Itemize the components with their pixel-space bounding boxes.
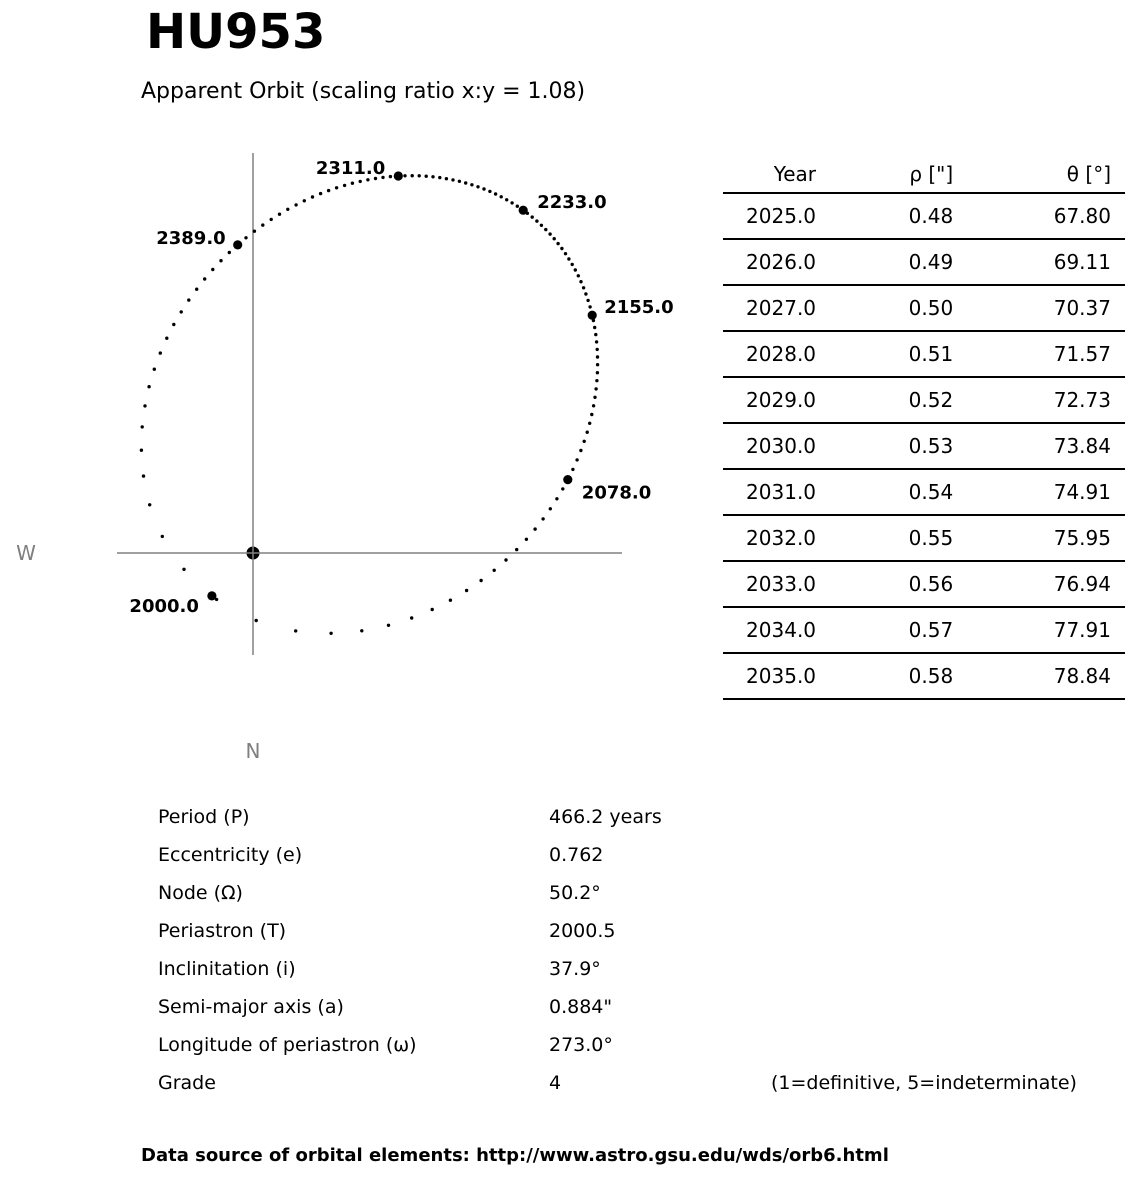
orbit-dot bbox=[575, 458, 578, 461]
orbit-dot bbox=[594, 333, 597, 336]
orbit-dot bbox=[253, 230, 256, 233]
orbit-dot bbox=[596, 371, 599, 374]
orbit-dot bbox=[594, 387, 597, 390]
parameter-label: Grade bbox=[158, 1072, 216, 1094]
orbit-dot bbox=[148, 503, 151, 506]
orbit-dot bbox=[515, 548, 518, 551]
orbit-dot bbox=[327, 189, 330, 192]
parameter-value: 466.2 years bbox=[549, 806, 662, 828]
theta-cell: 77.91 bbox=[957, 607, 1125, 653]
orbit-dot bbox=[140, 449, 143, 452]
orbit-dot bbox=[278, 213, 281, 216]
parameter-row bbox=[158, 988, 1118, 1026]
rho-cell: 0.55 bbox=[816, 515, 957, 561]
theta-cell: 76.94 bbox=[957, 561, 1125, 607]
orbit-dot bbox=[510, 201, 513, 204]
rho-cell: 0.50 bbox=[816, 285, 957, 331]
orbit-dot bbox=[244, 236, 247, 239]
ephemeris-row bbox=[723, 331, 1125, 377]
orbit-dot bbox=[195, 288, 198, 291]
orbit-dot bbox=[418, 174, 421, 177]
orbit-dot bbox=[541, 517, 544, 520]
rho-cell: 0.53 bbox=[816, 423, 957, 469]
orbit-dot bbox=[571, 263, 574, 266]
orbit-dot bbox=[286, 208, 289, 211]
orbit-dot bbox=[470, 183, 473, 186]
rho-cell: 0.51 bbox=[816, 331, 957, 377]
orbit-dot bbox=[564, 252, 567, 255]
orbit-dot bbox=[593, 396, 596, 399]
orbit-dot bbox=[488, 190, 491, 193]
ephemeris-row bbox=[723, 285, 1125, 331]
orbit-dot bbox=[458, 180, 461, 183]
theta-cell: 73.84 bbox=[957, 423, 1125, 469]
rho-cell: 0.57 bbox=[816, 607, 957, 653]
theta-cell: 74.91 bbox=[957, 469, 1125, 515]
parameter-row bbox=[158, 950, 1118, 988]
epoch-label: 2155.0 bbox=[604, 297, 674, 319]
orbit-dot bbox=[203, 277, 206, 280]
parameter-row bbox=[158, 912, 1118, 950]
parameter-value: 0.884" bbox=[549, 996, 613, 1018]
rho-cell: 0.56 bbox=[816, 561, 957, 607]
orbit-dot bbox=[165, 337, 168, 340]
epoch-label: 2311.0 bbox=[315, 158, 386, 179]
parameter-value: 50.2° bbox=[549, 882, 601, 904]
parameter-label: Period (P) bbox=[158, 806, 250, 828]
orbit-dot bbox=[596, 363, 599, 366]
orbit-dot bbox=[329, 632, 332, 635]
orbit-dot bbox=[516, 205, 519, 208]
theta-cell: 72.73 bbox=[957, 377, 1125, 423]
orbit-dot bbox=[494, 192, 497, 195]
orbit-dot bbox=[343, 184, 346, 187]
year-cell: 2031.0 bbox=[723, 469, 816, 515]
parameter-value: 4 bbox=[549, 1072, 562, 1094]
orbit-dot bbox=[583, 440, 586, 443]
orbit-dot bbox=[449, 599, 452, 602]
orbit-dot bbox=[261, 223, 264, 226]
parameter-row bbox=[158, 836, 1118, 874]
epoch-dot bbox=[588, 311, 597, 320]
theta-cell: 67.80 bbox=[957, 193, 1125, 239]
orbit-dot bbox=[141, 425, 144, 428]
orbit-dot bbox=[161, 535, 164, 538]
parameter-label: Inclinitation (i) bbox=[158, 958, 296, 980]
orbit-dot bbox=[595, 340, 598, 343]
orbit-dot bbox=[476, 185, 479, 188]
ephemeris-row bbox=[723, 239, 1125, 285]
orbit-dot bbox=[553, 237, 556, 240]
orbit-dot bbox=[180, 310, 183, 313]
orbit-dot bbox=[431, 608, 434, 611]
year-cell: 2027.0 bbox=[723, 285, 816, 331]
parameter-value: 37.9° bbox=[549, 958, 601, 980]
orbit-dot bbox=[555, 497, 558, 500]
orbit-dot bbox=[359, 180, 362, 183]
parameter-row bbox=[158, 1026, 1118, 1064]
rho-cell: 0.49 bbox=[816, 239, 957, 285]
orbit-dot bbox=[153, 368, 156, 371]
theta-cell: 71.57 bbox=[957, 331, 1125, 377]
orbit-dot bbox=[465, 589, 468, 592]
orbit-dot bbox=[586, 299, 589, 302]
orbit-dot bbox=[351, 182, 354, 185]
parameter-value: 0.762 bbox=[549, 844, 604, 866]
orbit-dot bbox=[596, 355, 599, 358]
epoch-dot bbox=[563, 475, 572, 484]
orbit-dot bbox=[567, 257, 570, 260]
ephemeris-row bbox=[723, 377, 1125, 423]
parameter-note: (1=definitive, 5=indeterminate) bbox=[771, 1072, 1077, 1094]
orbit-dot bbox=[525, 538, 528, 541]
orbit-dot bbox=[172, 323, 175, 326]
orbit-dot bbox=[219, 259, 222, 262]
ephemeris-row bbox=[723, 469, 1125, 515]
orbit-dot bbox=[596, 348, 599, 351]
parameter-row bbox=[158, 874, 1118, 912]
parameter-value: 273.0° bbox=[549, 1034, 613, 1056]
parameter-row bbox=[158, 1064, 1118, 1102]
orbit-dot bbox=[270, 218, 273, 221]
orbit-dot bbox=[595, 379, 598, 382]
epoch-dot bbox=[394, 171, 403, 180]
theta-cell: 78.84 bbox=[957, 653, 1125, 699]
col-header-rho: ρ ["] bbox=[816, 156, 957, 193]
orbit-dot bbox=[579, 280, 582, 283]
orbit-dot bbox=[560, 247, 563, 250]
orbit-dot bbox=[505, 198, 508, 201]
orbit-dot bbox=[588, 422, 591, 425]
west-direction-label: W bbox=[16, 541, 36, 565]
orbit-dot bbox=[182, 568, 185, 571]
orbit-dot bbox=[548, 232, 551, 235]
ephemeris-row bbox=[723, 193, 1125, 239]
year-cell: 2029.0 bbox=[723, 377, 816, 423]
col-header-year: Year bbox=[723, 156, 816, 193]
theta-cell: 75.95 bbox=[957, 515, 1125, 561]
orbit-dot bbox=[143, 404, 146, 407]
orbit-dot bbox=[500, 195, 503, 198]
orbit-dot bbox=[255, 619, 258, 622]
epoch-label: 2078.0 bbox=[581, 482, 652, 504]
year-cell: 2034.0 bbox=[723, 607, 816, 653]
orbit-dot bbox=[211, 268, 214, 271]
rho-cell: 0.54 bbox=[816, 469, 957, 515]
ephemeris-table bbox=[723, 156, 1125, 700]
year-cell: 2033.0 bbox=[723, 561, 816, 607]
rho-cell: 0.58 bbox=[816, 653, 957, 699]
theta-cell: 69.11 bbox=[957, 239, 1125, 285]
parameter-row bbox=[158, 798, 1118, 836]
ephemeris-row bbox=[723, 515, 1125, 561]
orbit-dot bbox=[533, 527, 536, 530]
parameter-label: Node (Ω) bbox=[158, 882, 243, 904]
orbit-dot bbox=[592, 404, 595, 407]
orbit-dot bbox=[479, 579, 482, 582]
ephemeris-row bbox=[723, 561, 1125, 607]
parameter-value: 2000.5 bbox=[549, 920, 616, 942]
orbit-dot bbox=[464, 181, 467, 184]
orbit-dot bbox=[445, 177, 448, 180]
orbit-dot bbox=[556, 242, 559, 245]
orbit-dot bbox=[403, 174, 406, 177]
orbit-dot bbox=[228, 251, 231, 254]
north-direction-label: N bbox=[245, 739, 261, 763]
orbit-dot bbox=[531, 215, 534, 218]
orbit-dot bbox=[147, 385, 150, 388]
epoch-dot bbox=[233, 240, 242, 249]
orbit-dot bbox=[482, 187, 485, 190]
orbit-dot bbox=[584, 292, 587, 295]
parameter-label: Eccentricity (e) bbox=[158, 844, 303, 866]
epoch-label: 2389.0 bbox=[156, 227, 226, 249]
orbit-dot bbox=[319, 192, 322, 195]
orbit-dot bbox=[504, 558, 507, 561]
orbit-dot bbox=[540, 224, 543, 227]
parameter-label: Longitude of periastron (ω) bbox=[158, 1034, 417, 1056]
year-cell: 2030.0 bbox=[723, 423, 816, 469]
rho-cell: 0.52 bbox=[816, 377, 957, 423]
orbit-dot bbox=[410, 616, 413, 619]
orbit-dot bbox=[593, 326, 596, 329]
orbit-dot bbox=[387, 624, 390, 627]
orbit-dot bbox=[431, 175, 434, 178]
data-source-note: Data source of orbital elements: http://www.astro.gsu.edu/wds/orb6.html bbox=[141, 1145, 889, 1166]
orbit-dot bbox=[142, 474, 145, 477]
orbit-dot bbox=[303, 199, 306, 202]
orbit-dot bbox=[588, 305, 591, 308]
orbit-dot bbox=[294, 203, 297, 206]
year-cell: 2035.0 bbox=[723, 653, 816, 699]
orbit-dot bbox=[425, 175, 428, 178]
orbit-dot bbox=[360, 629, 363, 632]
page-subtitle: Apparent Orbit (scaling ratio x:y = 1.08) bbox=[141, 79, 586, 104]
orbit-dot bbox=[493, 569, 496, 572]
orbit-dot bbox=[577, 274, 580, 277]
orbit-dot bbox=[187, 298, 190, 301]
orbit-dot bbox=[561, 487, 564, 490]
orbit-dot bbox=[574, 268, 577, 271]
orbit-dot bbox=[389, 175, 392, 178]
orbit-dot bbox=[586, 431, 589, 434]
parameter-label: Periastron (T) bbox=[158, 920, 287, 942]
ephemeris-row bbox=[723, 607, 1125, 653]
orbit-dot bbox=[579, 449, 582, 452]
ephemeris-row bbox=[723, 653, 1125, 699]
year-cell: 2028.0 bbox=[723, 331, 816, 377]
theta-cell: 70.37 bbox=[957, 285, 1125, 331]
epoch-dot bbox=[207, 591, 216, 600]
orbit-plot bbox=[0, 130, 700, 780]
rho-cell: 0.48 bbox=[816, 193, 957, 239]
orbit-dot bbox=[549, 507, 552, 510]
orbit-dot bbox=[159, 351, 162, 354]
orbit-dot bbox=[294, 629, 297, 632]
parameter-label: Semi-major axis (a) bbox=[158, 996, 344, 1018]
orbit-dot bbox=[335, 186, 338, 189]
orbital-parameters-list bbox=[158, 798, 1118, 1102]
year-cell: 2026.0 bbox=[723, 239, 816, 285]
orbit-dot bbox=[438, 176, 441, 179]
orbit-dot bbox=[411, 174, 414, 177]
ephemeris-header-row bbox=[723, 156, 1125, 193]
year-cell: 2032.0 bbox=[723, 515, 816, 561]
orbit-dot bbox=[571, 468, 574, 471]
orbit-dot bbox=[582, 286, 585, 289]
year-cell: 2025.0 bbox=[723, 193, 816, 239]
epoch-dot bbox=[519, 206, 528, 215]
orbit-dot bbox=[590, 413, 593, 416]
page-title: HU953 bbox=[146, 4, 326, 60]
ephemeris-row bbox=[723, 423, 1125, 469]
orbit-dot bbox=[311, 195, 314, 198]
orbit-dot bbox=[535, 219, 538, 222]
epoch-label: 2233.0 bbox=[537, 192, 607, 214]
epoch-label: 2000.0 bbox=[129, 595, 199, 617]
orbit-dot bbox=[544, 228, 547, 231]
col-header-theta: θ [°] bbox=[957, 156, 1125, 193]
orbit-dot bbox=[451, 178, 454, 181]
